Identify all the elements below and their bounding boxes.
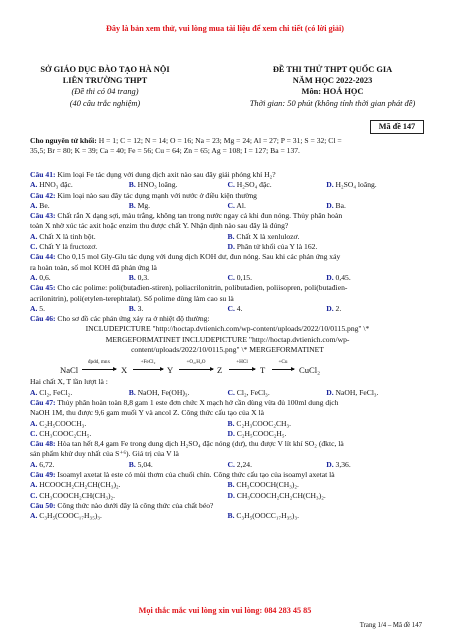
option-letter: D. <box>326 387 334 397</box>
question-45 <box>30 283 425 293</box>
option-letter: D. <box>326 200 334 210</box>
options-49-cd <box>30 491 425 501</box>
option-c: Al. <box>236 200 246 210</box>
option-letter: B. <box>128 180 136 190</box>
options-44 <box>30 273 425 283</box>
option-letter: B. <box>128 272 136 282</box>
question-47 <box>30 398 425 408</box>
option-letter: A. <box>30 387 38 397</box>
options-47-cd <box>30 429 425 439</box>
reaction-arrow <box>133 359 163 371</box>
question-text: Kim loại Fe tác dụng với dung dịch axit nào sau đây giải phóng khí H₂? <box>55 170 276 179</box>
option-letter: A. <box>30 511 38 521</box>
option-d: CH₃COOCH₂CH₂CH(CH₃)₂. <box>236 490 326 500</box>
page-count-note: (Đề thi có 04 trang) <box>71 87 139 97</box>
exam-title: ĐỀ THI THỬ THPT QUỐC GIA <box>272 65 393 74</box>
option-d: Ba. <box>335 200 346 210</box>
option-d: 3,36. <box>335 459 351 469</box>
arrow-label: +Cu <box>278 359 288 366</box>
header-right <box>230 64 435 109</box>
atomic-label: Cho nguyên tử khối: <box>30 136 97 145</box>
department-name: SỞ GIÁO DỤC ĐÀO TẠO HÀ NỘI <box>40 65 170 74</box>
question-text: Chất rắn X dạng sợi, màu trắng, không tan trong nước ngay cả khi đun nóng. Thủy phân hoàn <box>55 211 343 221</box>
question-41 <box>30 170 425 180</box>
question-43-cont: toàn X nhờ xúc tác axit hoặc enzim thu được chất Y. Nhận định nào sau đây là đúng? <box>30 221 289 231</box>
question-number: Câu 41: <box>30 170 56 179</box>
question-47-cont: NaOH 1M, thu được 9,6 gam muối Y và ancol Z. Công thức cấu tạo của X là <box>30 408 264 418</box>
reaction-arrow <box>229 359 255 371</box>
option-letter: D. <box>227 428 235 438</box>
question-list <box>30 170 425 522</box>
option-b: CH₃COOCH(CH₃)₂. <box>236 480 299 490</box>
option-letter: B. <box>128 303 136 313</box>
question-49 <box>30 470 425 480</box>
options-49-ab <box>30 480 425 490</box>
option-letter: A. <box>30 272 38 282</box>
include-field-1: INCLUDEPICTURE "http://hoctap.dvtienich.com/wp-content/uploads/2022/10/0115.png" \* <box>85 324 370 334</box>
option-a: 6,72. <box>39 459 55 469</box>
option-c: Chất Y là fructozơ. <box>39 242 98 252</box>
option-c: 4. <box>236 303 243 313</box>
option-letter: B. <box>227 480 235 490</box>
option-b: HNO₃ loãng. <box>137 180 178 190</box>
question-46 <box>30 314 425 324</box>
options-47-ab <box>30 419 425 429</box>
question-43 <box>30 211 425 221</box>
reaction-arrow <box>272 359 294 371</box>
option-b: C₃H₅(OOCC₁₇H₃₅)₃. <box>236 511 299 521</box>
option-c: CH₃COOCH₂CH(CH₃)₂. <box>39 490 116 500</box>
options-42 <box>30 201 425 211</box>
option-letter: C. <box>227 387 235 397</box>
option-a: C₃H₅(COOC₁₇H₃₅)₃. <box>39 511 102 521</box>
question-42 <box>30 191 425 201</box>
reaction-scheme <box>30 356 425 377</box>
options-43-ab <box>30 232 425 242</box>
option-letter: C. <box>227 200 235 210</box>
option-letter: C. <box>227 459 235 469</box>
option-b: 3. <box>137 303 144 313</box>
arrow-head <box>291 367 295 371</box>
option-b: 5,04. <box>137 459 153 469</box>
question-number: Câu 48: <box>30 439 56 449</box>
arrow-head <box>210 367 214 371</box>
arrow-label: +O₂,H₂O <box>186 359 206 366</box>
species-z: Z <box>217 365 223 376</box>
option-letter: D. <box>326 459 334 469</box>
question-text: Công thức nào dưới đây là công thức của chất béo? <box>55 500 214 510</box>
options-43-cd <box>30 242 425 252</box>
arrow-head <box>252 367 256 371</box>
question-48-cont: sản phẩm khử duy nhất của S⁺⁶). Giá trị của V là <box>30 449 179 459</box>
option-b: 0,3. <box>137 272 150 282</box>
atomic-line-2: 35,5; Br = 80; K = 39; Ca = 40; Fe = 56; Cu = 64; Zn = 65; Ag = 108; I = 127; Ba = 137. <box>30 146 300 156</box>
option-letter: D. <box>326 272 334 282</box>
option-b: NaOH, Fe(OH)₃. <box>137 387 190 397</box>
option-letter: D. <box>227 490 235 500</box>
option-letter: D. <box>326 303 334 313</box>
option-b: Mg. <box>137 200 151 210</box>
question-text: Cho các polime: poli(butađien-stiren), poliacrilonitrin, polibutađien, poliisopren, poli(butađien- <box>55 283 348 293</box>
option-letter: A. <box>30 231 38 241</box>
atomic-line-1: H = 1; C = 12; N = 14; O = 16; Na = 23; Mg = 24; Al = 27; P = 31; S = 32; Cl = <box>96 136 342 145</box>
arrow-label: đpdd, mnx <box>87 359 111 366</box>
option-letter: D. <box>326 180 334 190</box>
option-letter: B. <box>227 231 235 241</box>
question-text: Thủy phân hoàn toàn 8,8 gam 1 este đơn chức X mạch hở cần dùng vừa đủ 100ml dung dịch <box>55 397 339 407</box>
arrow-shaft <box>133 369 163 370</box>
option-letter: C. <box>227 272 235 282</box>
option-d: H₂SO₄ loãng. <box>335 180 377 190</box>
option-b: C₂H₃COOC₂CH₃. <box>236 418 292 428</box>
question-text: Cho 0,15 mol Gly-Glu tác dụng với dung dịch KOH dư, đun nóng. Sau khi các phản ứng xảy <box>55 252 341 262</box>
preview-banner: Đây là bản xem thử, vui lòng mua tài liệu để xem chi tiết (có lời giải) <box>105 24 344 33</box>
option-letter: B. <box>227 418 235 428</box>
option-letter: B. <box>227 511 235 521</box>
option-a: 0,6. <box>39 272 51 282</box>
option-letter: A. <box>30 459 38 469</box>
question-number: Câu 45: <box>30 283 56 293</box>
option-a: Chất X là tinh bột. <box>39 231 96 241</box>
arrow-shaft <box>82 369 116 370</box>
option-letter: B. <box>128 459 136 469</box>
option-d: C₂H₅COOC₂H₅. <box>236 428 287 438</box>
subject: Môn: HOÁ HỌC <box>301 87 364 97</box>
page-number: Trang 1/4 – Mã đề 147 <box>359 622 422 629</box>
question-46-after: Hai chất X, T lần lượt là : <box>30 377 108 387</box>
option-c: 2,24. <box>236 459 252 469</box>
question-number: Câu 47: <box>30 397 56 407</box>
species-nacl: NaCl <box>60 365 79 376</box>
question-number: Câu 44: <box>30 252 56 262</box>
option-letter: C. <box>30 490 38 500</box>
header-left <box>30 64 180 109</box>
include-field-3: content/uploads/2022/10/0115.png" \* MERGEFORMATINET <box>131 345 324 355</box>
species-t: T <box>260 365 266 376</box>
question-number: Câu 50: <box>30 500 56 510</box>
question-50 <box>30 501 425 511</box>
question-text: Hòa tan hết 8,4 gam Fe trong dung dịch H₂SO₄ đặc nóng (dư), thu được V lít khí SO₂ (đktc, là <box>55 439 344 449</box>
option-a: Be. <box>39 200 50 210</box>
option-a: Cl₂, FeCl₂. <box>39 387 73 397</box>
species-y: Y <box>167 365 174 376</box>
arrow-head <box>113 367 117 371</box>
option-letter: B. <box>128 200 136 210</box>
option-b: Chất X là xenlulozơ. <box>236 231 300 241</box>
option-c: CH₃COOC₂CH₅. <box>39 428 92 438</box>
option-letter: C. <box>227 180 235 190</box>
question-text: Isoamyl axetat là este có mùi thơm của chuối chín. Công thức cấu tạo của isoamyl axetat là <box>55 470 335 480</box>
question-48 <box>30 439 425 449</box>
arrow-label: +HCl <box>236 359 248 366</box>
school-name: LIÊN TRƯỜNG THPT <box>62 76 148 86</box>
option-a: C₂H₅COOCH₃. <box>39 418 87 428</box>
question-number: Câu 42: <box>30 190 56 200</box>
question-number: Câu 43: <box>30 211 56 221</box>
arrow-head <box>160 367 164 371</box>
option-letter: A. <box>30 418 38 428</box>
question-text: Cho sơ đồ các phản ứng xảy ra ở nhiệt độ thường: <box>55 314 210 324</box>
options-50-ab <box>30 511 425 521</box>
question-44-cont: ra hoàn toàn, số mol KOH đã phản ứng là <box>30 262 157 272</box>
option-a: HNO₃ đặc. <box>39 180 73 190</box>
reaction-arrow <box>82 359 116 371</box>
time-note: Thời gian: 50 phút (không tính thời gian phát đề) <box>249 98 416 108</box>
question-number: Câu 49: <box>30 470 56 480</box>
option-d: NaOH, FeCl₃. <box>335 387 379 397</box>
question-text: Kim loại nào sau đây tác dụng mạnh với nước ở điều kiện thường <box>55 190 257 200</box>
school-year: NĂM HỌC 2022-2023 <box>292 76 373 86</box>
option-d: 0,45. <box>335 272 351 282</box>
arrow-label: +FeCl₂ <box>140 359 156 366</box>
options-48 <box>30 460 425 470</box>
species-cucl2: CuCl₂ <box>299 365 321 376</box>
option-d: Phân tử khối của Y là 162. <box>236 242 318 252</box>
question-45-cont: acrilonitrin), poli(etylen-terephtalat). Số polime dùng làm cao su là <box>30 293 234 303</box>
option-a: 5. <box>39 303 45 313</box>
arrow-shaft <box>179 369 213 370</box>
species-x: X <box>121 365 128 376</box>
option-c: 0,15. <box>236 272 252 282</box>
option-letter: A. <box>30 303 38 313</box>
option-letter: B. <box>128 387 136 397</box>
option-letter: C. <box>227 303 235 313</box>
question-count-note: (40 câu trắc nghiệm) <box>69 98 141 108</box>
options-45 <box>30 304 425 314</box>
option-letter: A. <box>30 480 38 490</box>
options-46 <box>30 388 425 398</box>
option-d: 2. <box>335 303 342 313</box>
option-letter: A. <box>30 180 38 190</box>
option-letter: C. <box>30 428 38 438</box>
question-44 <box>30 252 425 262</box>
include-field-2: MERGEFORMATINET INCLUDEPICTURE "http://hoctap.dvtienich.com/wp- <box>105 334 350 344</box>
contact-footer: Mọi thắc mắc vui lòng xin vui lòng: 084 283 45 85 <box>138 606 312 615</box>
option-letter: C. <box>30 242 38 252</box>
options-41 <box>30 180 425 190</box>
reaction-arrow <box>179 359 213 371</box>
exam-code-box: Mã đề 147 <box>370 120 424 134</box>
option-c: Cl₂, FeCl₃. <box>236 387 270 397</box>
question-number: Câu 46: <box>30 314 56 324</box>
option-c: H₂SO₄ đặc. <box>236 180 272 190</box>
atomic-masses <box>30 136 425 157</box>
option-letter: A. <box>30 200 38 210</box>
option-a: HCOOCH₂CH₂CH(CH₃)₂. <box>39 480 121 490</box>
option-letter: D. <box>227 242 235 252</box>
